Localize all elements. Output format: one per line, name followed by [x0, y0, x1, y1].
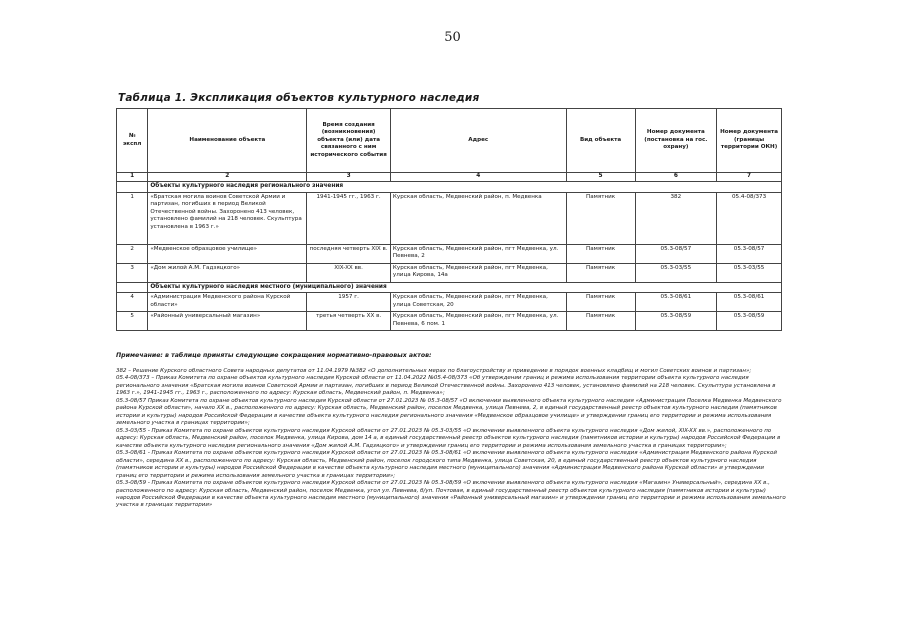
section-row-local [117, 282, 782, 293]
header-kind: Вид объекта [566, 109, 635, 173]
row-doc-borders: 05.3-03/55 [717, 263, 782, 282]
section-title-local: Объекты культурного наследия местного (муниципального) значения [148, 282, 782, 293]
note-item: 05.3-08/57 Приказ Комитета по охране объектов культурного наследия Курской области от 27.01.2023 № 05.3-08/57 «О включении выявленного объекта культурного наследия «Администрация Поселка Медвенка Медвенского района Курской области», начало XX в., расположенного по адресу: Курская область, Медвенский район, поселок Медвенка, улица Певнева, 2, в единый государственный реестр объектов культурного наследия (памятников истории и культуры) народов Российской Федерации в качестве объекта культурного наследия регионального значения «Медвенское образцовое училище» и утверждении границ его территории и режима использования земельного участка в границах территории»; [116, 397, 782, 427]
column-number: 1 [117, 173, 148, 182]
row-doc-borders: 05.3-08/57 [717, 244, 782, 263]
row-kind: Памятник [566, 244, 635, 263]
row-doc: 05.3-08/59 [635, 312, 717, 331]
table-row [117, 312, 782, 331]
row-doc: 05.3-08/61 [635, 293, 717, 312]
row-address: Курская область, Медвенский район, пгт Медвенка, ул. Певнева, 2 [390, 244, 566, 263]
row-address: Курская область, Медвенский район, п. Медвенка [390, 192, 566, 244]
row-name: «Администрация Медвенского района Курской области» [148, 293, 307, 312]
row-doc-borders: 05.3-08/61 [717, 293, 782, 312]
header-num: № экспл [117, 109, 148, 173]
column-number: 4 [390, 173, 566, 182]
header-time: Время создания (возникновения) объекта (или) дата связанного с ним исторического события [307, 109, 391, 173]
notes-title: Примечание: в таблице приняты следующие сокращения нормативно-правовых актов: [116, 352, 432, 359]
notes-list [116, 368, 786, 510]
row-num: 3 [117, 263, 148, 282]
column-number: 7 [717, 173, 782, 182]
row-address: Курская область, Медвенский район, пгт Медвенка, улица Кирова, 14а [390, 263, 566, 282]
row-num: 5 [117, 312, 148, 331]
row-address: Курская область, Медвенский район, пгт Медвенка, улица Советская, 20 [390, 293, 566, 312]
row-doc: 05.3-03/55 [635, 263, 717, 282]
row-kind: Памятник [566, 293, 635, 312]
heritage-objects-table [116, 108, 782, 331]
row-time: XIX-XX вв. [307, 263, 391, 282]
table-caption: Таблица 1. Экспликация объектов культурного наследия [118, 92, 480, 104]
column-number: 5 [566, 173, 635, 182]
row-time: 1957 г. [307, 293, 391, 312]
table-row [117, 244, 782, 263]
note-item: 05.3-03/55 - Приказ Комитета по охране объектов культурного наследия Курской области от 27.01.2023 № 05.3-03/55 «О включении выявленного объекта культурного наследия «Дом жилой, XIX-XX вв.», расположенного по адресу: Курская область, Медвенский район, поселок Медвенка, улица Кирова, дом 14 а, в единый государственный реестр объектов культурного наследия (памятников истории и культуры) народов Российской Федерации в качестве объекта культурного наследия регионального значения «Дом жилой А.М. Гадзяцкого» и утверждении границ его территории и режима использования земельного участка в границах территории»; [116, 427, 781, 449]
row-doc-borders: 05.3-08/59 [717, 312, 782, 331]
table-row [117, 263, 782, 282]
column-number: 3 [307, 173, 391, 182]
row-time: последняя четверть XIX в. [307, 244, 391, 263]
table-row [117, 192, 782, 244]
column-numbers-row [117, 173, 782, 182]
row-doc-borders: 05.4-08/373 [717, 192, 782, 244]
header-name: Наименование объекта [148, 109, 307, 173]
section-title-regional: Объекты культурного наследия регионального значения [148, 181, 782, 192]
row-num: 2 [117, 244, 148, 263]
row-name: «Районный универсальный магазин» [148, 312, 307, 331]
note-item: 05.4-08/373 – Приказ Комитета по охране объектов культурного наследия Курской области от 11.04.2022 №05.4-08/373 «Об утверждении границ и режима использования территории объекта культурного наследия регионального значения «Братская могила воинов Советской Армии и партизан, погибших в период Великой Отечественной войны. Захоронено 413 человек, установлено фамилий на 218 человек. Скульптура установлена в 1963 г.», 1941-1945 гг., 1963 г., расположенного по адресу: Курская область, Медвенский район, п. Медвенка»; [116, 375, 776, 397]
section-row-regional [117, 181, 782, 192]
row-kind: Памятник [566, 263, 635, 282]
row-doc: 05.3-08/57 [635, 244, 717, 263]
row-kind: Памятник [566, 312, 635, 331]
row-doc: 382 [635, 192, 717, 244]
header-address: Адрес [390, 109, 566, 173]
row-name: «Медвенское образцовое училище» [148, 244, 307, 263]
note-item: 05.3-08/59 - Приказ Комитета по охране объектов культурного наследия Курской области от 27.01.2023 № 05.3-08/59 «О включении выявленного объекта культурного наследия «Магазин» Универсальный», середина XX в., расположенного по адресу: Курская область, Медвенский район, поселок Медвенка, угол ул. Певнева, б/уп. Почтовая, в единый государственный реестр объектов культурного наследия (памятников истории и культуры) народов Российской Федерации в качестве объекта культурного наследия местного (муниципального) значения «Районный универсальный магазин» и утверждении границ его территории и режима использования земельного участка в границах территории» [116, 480, 786, 509]
column-number: 2 [148, 173, 307, 182]
row-num: 1 [117, 192, 148, 244]
note-item: 382 – Решение Курского областного Совета народных депутатов от 11.04.1979 №382 «О дополнительных мерах по благоустройству и приведение в порядок военных кладбищ и могил Советских воинов и партизан»; [116, 368, 752, 374]
row-kind: Памятник [566, 192, 635, 244]
page-number: 50 [444, 30, 461, 45]
row-name: «Братская могила воинов Советской Армии и партизан, погибших в период Великой Отечественной войны. Захоронено 413 человек, установлено фамилий на 218 человек. Скульптура установлена в 1963 г.» [148, 192, 307, 244]
header-doc: Номер документа (постановка на гос. охрану) [635, 109, 717, 173]
row-name: «Дом жилой А.М. Гадзяцкого» [148, 263, 307, 282]
note-item: 05.3-08/61 - Приказ Комитета по охране объектов культурного наследия Курской области от 27.01.2023 № 05.3-08/61 «О включении выявленного объекта культурного наследия «Администрация Медвенского района Курской области», середина XX в., расположенного по адресу: Курская область, Медвенский район, поселок городского типа Медвенка, улица Советская, 20, в единый государственный реестр объектов культурного наследия (памятников истории и культуры) народов Российской Федерации в качестве объекта культурного наследия местного (муниципального) значения «Администрация Медвенского района Курской области» и утверждении границ его территории и режима использования земельного участка в границах территории»; [116, 450, 777, 479]
header-doc-borders: Номер документа (границы территории ОКН) [717, 109, 782, 173]
row-num: 4 [117, 293, 148, 312]
row-address: Курская область, Медвенский район, пгт Медвенка, ул. Певнева, 6 пом. 1 [390, 312, 566, 331]
row-time: третья четверть XX в. [307, 312, 391, 331]
row-time: 1941-1945 гг., 1963 г. [307, 192, 391, 244]
column-number: 6 [635, 173, 717, 182]
table-row [117, 293, 782, 312]
